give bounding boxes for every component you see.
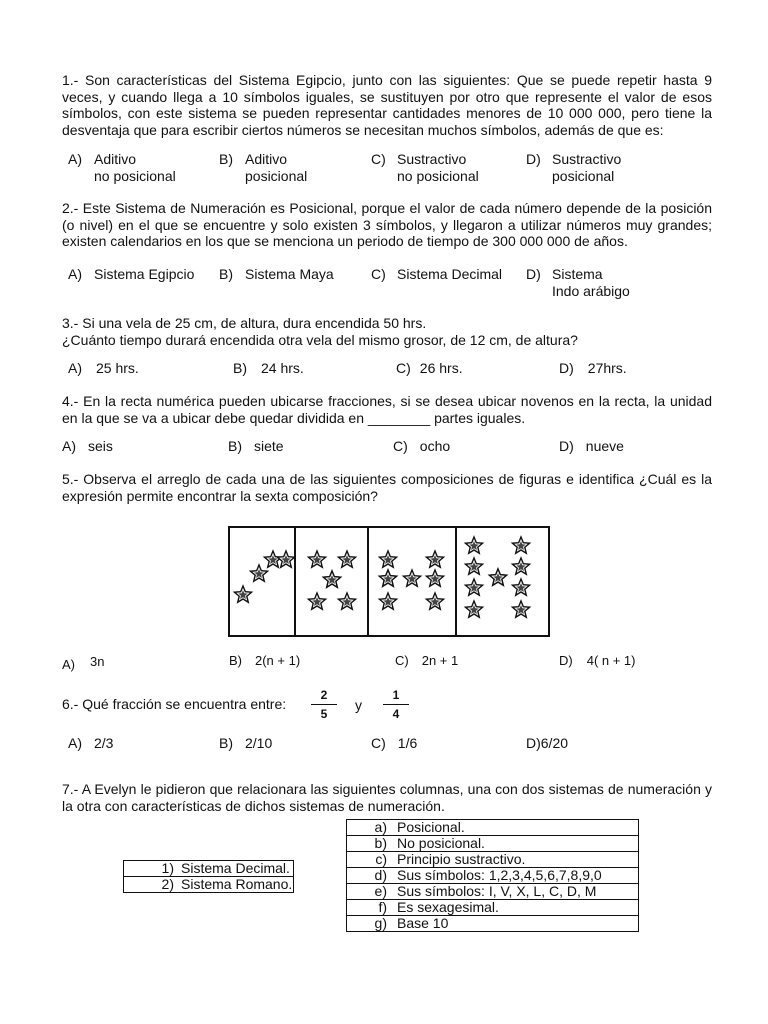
q1-option-d[interactable]: D) Sustractivo posicional — [526, 151, 622, 184]
characteristic-text: Base 10 — [397, 915, 449, 931]
q2-option-d[interactable]: D) Sistema Indo arábigo — [526, 266, 630, 299]
star-compositions-figure — [228, 526, 551, 638]
characteristic-label: b) — [374, 835, 387, 851]
q6-option-b[interactable]: B) 2/10 — [219, 735, 273, 751]
characteristic-label: f) — [378, 899, 387, 915]
characteristic-label: a) — [374, 819, 387, 835]
systems-column — [123, 860, 294, 893]
q2-option-c[interactable]: C) Sistema Decimal — [371, 266, 503, 282]
system-text: Sistema Decimal. — [181, 860, 290, 876]
characteristic-row — [347, 900, 639, 916]
q6-option-a[interactable]: A) 2/3 — [68, 735, 114, 751]
question-5-text: 5.- Observa el arreglo de cada una de las siguientes composiciones de figuras e identifica ¿Cuál es la expresión permite encontrar la sexta composición? — [62, 471, 712, 504]
q6-option-c[interactable]: C) 1/6 — [371, 735, 418, 751]
fraction-one-quarter: 1 4 — [383, 688, 409, 721]
q2-option-b[interactable]: B) Sistema Maya — [219, 266, 334, 282]
characteristic-text: Es sexagesimal. — [397, 899, 499, 915]
q3-option-d[interactable]: D) 27hrs. — [559, 360, 627, 376]
q6-connector: y — [355, 697, 362, 713]
characteristic-row — [347, 868, 639, 884]
question-3-text: 3.- Si una vela de 25 cm, de altura, dura encendida 50 hrs. ¿Cuánto tiempo durará encendida otra vela del mismo grosor, de 12 cm, de altura? — [62, 315, 578, 348]
characteristic-text: Principio sustractivo. — [397, 851, 526, 867]
characteristic-row — [347, 852, 639, 868]
system-label: 1) — [161, 860, 174, 876]
q3-option-b[interactable]: B) 24 hrs. — [233, 360, 304, 376]
q4-option-c[interactable]: C) ocho — [393, 438, 451, 454]
question-7-text: 7.- A Evelyn le pidieron que relacionara las siguientes columnas, una con dos sistemas de numeración y la otra con características de dichos sistemas de numeración. — [62, 781, 712, 814]
q4-option-d[interactable]: D) nueve — [559, 438, 624, 454]
fraction-two-fifths: 2 5 — [311, 688, 337, 721]
characteristic-row — [347, 820, 639, 836]
q3-option-a[interactable]: A) 25 hrs. — [68, 360, 139, 376]
q5-option-b[interactable]: B) 2(n + 1) — [229, 653, 301, 668]
q1-option-b[interactable]: B) Aditivo posicional — [219, 151, 308, 184]
characteristic-row — [347, 884, 639, 900]
characteristic-row — [347, 836, 639, 852]
question-6-text: 6.- Qué fracción se encuentra entre: — [62, 696, 287, 712]
system-row — [124, 861, 294, 877]
question-2-text: 2.- Este Sistema de Numeración es Posicional, porque el valor de cada número depende de la posición (o nivel) en el que se encuentre y solo existen 3 símbolos, y llegaron a utilizar números muy grandes; existen calendarios en los que se menciona un periodo de tiempo de 300 000 000 de años. — [62, 200, 712, 250]
characteristic-label: c) — [375, 851, 387, 867]
q1-option-c[interactable]: C) Sustractivo no posicional — [371, 151, 479, 184]
question-1-text: 1.- Son características del Sistema Egipcio, junto con las siguientes: Que se puede repetir hasta 9 veces, y cuando llega a 10 símbolos iguales, se sustituyen por otro que represente el valor de esos símbolos, con este sistema se pueden representar cantidades menores de 10 000 000, pero tiene la desventaja que para escribir ciertos números se necesitan muchos símbolos, además de que es: — [62, 72, 712, 138]
q5-option-c[interactable]: C) 2n + 1 — [395, 653, 459, 668]
system-label: 2) — [161, 876, 174, 892]
system-row — [124, 877, 294, 893]
characteristic-label: e) — [374, 883, 387, 899]
characteristic-text: No posicional. — [397, 835, 485, 851]
question-4-text: 4.- En la recta numérica pueden ubicarse fracciones, si se desea ubicar novenos en la recta, la unidad en la que se va a ubicar debe quedar dividida en ________ partes iguales. — [62, 393, 712, 426]
characteristic-row — [347, 916, 639, 932]
characteristic-text: Sus símbolos: I, V, X, L, C, D, M — [397, 883, 597, 899]
characteristic-label: d) — [374, 867, 387, 883]
q1-option-a[interactable]: A) Aditivo no posicional — [68, 151, 176, 184]
q3-option-c[interactable]: C) 26 hrs. — [396, 360, 463, 376]
characteristics-column — [346, 819, 639, 932]
q6-option-d[interactable]: D)6/20 — [526, 735, 569, 751]
characteristic-label: g) — [374, 915, 387, 931]
system-text: Sistema Romano. — [181, 876, 293, 892]
q4-option-b[interactable]: B) siete — [228, 438, 284, 454]
characteristic-text: Sus símbolos: 1,2,3,4,5,6,7,8,9,0 — [397, 867, 602, 883]
q2-option-a[interactable]: A) Sistema Egipcio — [68, 266, 195, 282]
q5-option-a[interactable]: A) 3n — [62, 654, 105, 672]
characteristic-text: Posicional. — [397, 819, 465, 835]
q5-option-d[interactable]: D) 4( n + 1) — [559, 653, 636, 668]
q4-option-a[interactable]: A) seis — [62, 438, 113, 454]
